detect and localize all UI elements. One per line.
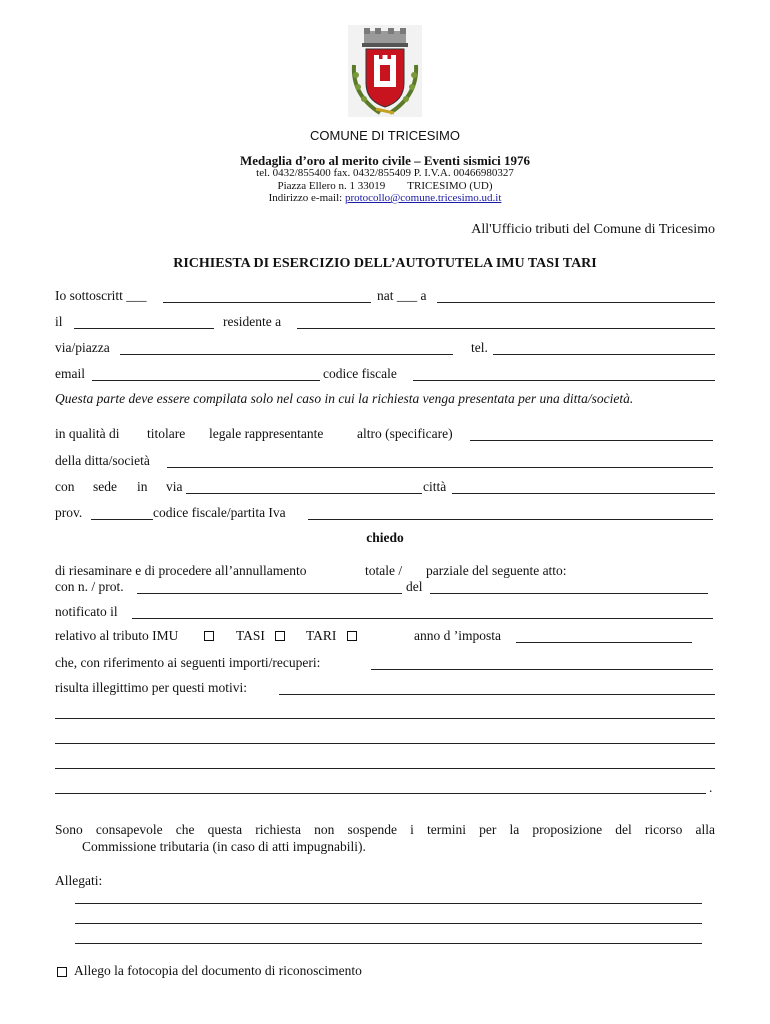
- field-prov[interactable]: [91, 519, 153, 520]
- field-allegato-2[interactable]: [75, 923, 702, 924]
- label-tari: TARI: [306, 628, 337, 643]
- label-sottoscritt: Io sottoscritt ___: [55, 288, 147, 303]
- comune-title: COMUNE DI TRICESIMO: [310, 128, 460, 143]
- email-line: [0, 192, 770, 204]
- field-prot[interactable]: [137, 593, 402, 594]
- label-illegittimo: risulta illegittimo per questi motivi:: [55, 680, 247, 695]
- label-con: con: [55, 479, 75, 494]
- document-title: RICHIESTA DI ESERCIZIO DELL’AUTOTUTELA IMU TASI TARI: [173, 256, 597, 271]
- label-notificato: notificato il: [55, 604, 118, 619]
- field-residenza[interactable]: [297, 328, 715, 329]
- field-motivi-2[interactable]: [55, 718, 715, 719]
- field-codice-fiscale[interactable]: [413, 380, 715, 381]
- label-il: il: [55, 314, 63, 329]
- field-citta[interactable]: [452, 493, 715, 494]
- field-allegato-3[interactable]: [75, 943, 702, 944]
- field-motivi-4[interactable]: [55, 768, 715, 769]
- checkbox-tasi[interactable]: [275, 631, 285, 641]
- field-email[interactable]: [92, 380, 320, 381]
- label-riesaminare: di riesaminare e di procedere all’annullamento: [55, 563, 307, 578]
- label-citta: città: [423, 479, 447, 494]
- coat-of-arms-logo: [346, 25, 424, 117]
- label-via-sede: via: [166, 479, 183, 494]
- checkbox-documento[interactable]: [57, 967, 67, 977]
- label-relativo-imu: relativo al tributo IMU: [55, 628, 179, 643]
- field-allegato-1[interactable]: [75, 903, 702, 904]
- option-titolare[interactable]: titolare: [147, 426, 186, 441]
- field-motivi-3[interactable]: [55, 743, 715, 744]
- recipient: All'Ufficio tributi del Comune di Tricesimo: [471, 222, 715, 237]
- label-allegati: Allegati:: [55, 873, 103, 888]
- label-nat: nat ___ a: [377, 288, 427, 303]
- label-tel: tel.: [471, 340, 488, 355]
- field-motivi-1[interactable]: [279, 694, 715, 695]
- consapevole-text-2: Commissione tributaria (in caso di atti impugnabili).: [82, 839, 366, 854]
- label-anno: anno d ’imposta: [414, 628, 501, 643]
- field-altro[interactable]: [470, 440, 713, 441]
- label-parziale[interactable]: parziale del seguente atto:: [426, 563, 567, 578]
- field-cf-piva[interactable]: [308, 519, 713, 520]
- label-cf-piva: codice fiscale/partita Iva: [153, 505, 286, 520]
- medaglia-line: Medaglia d’oro al merito civile – Eventi sismici 1976: [239, 153, 531, 168]
- field-anno[interactable]: [516, 642, 692, 643]
- label-prov: prov.: [55, 505, 83, 520]
- address-line: [0, 180, 770, 192]
- label-via: via/piazza: [55, 340, 110, 355]
- email-label: Indirizzo e-mail:: [268, 192, 345, 204]
- chiedo-heading: chiedo: [366, 530, 404, 545]
- field-ditta[interactable]: [167, 467, 713, 468]
- contacts-line: tel. 0432/855400 fax. 0432/855409 P. I.V.A. 00466980327: [256, 167, 514, 179]
- label-riferimento: che, con riferimento ai seguenti importi/recuperi:: [55, 655, 321, 670]
- checkbox-tari[interactable]: [347, 631, 357, 641]
- email-link[interactable]: protocollo@comune.tricesimo.ud.it: [344, 192, 502, 204]
- label-tasi: TASI: [236, 628, 265, 643]
- consapevole-text: Sono consapevole che questa richiesta non sospende i termini per la proposizione del ricorso alla: [55, 822, 715, 837]
- field-via-sede[interactable]: [186, 493, 422, 494]
- option-legale-rappresentante[interactable]: legale rappresentante: [209, 426, 324, 441]
- checkbox-imu[interactable]: [204, 631, 214, 641]
- option-totale[interactable]: totale /: [365, 563, 403, 578]
- ditta-note: Questa parte deve essere compilata solo nel caso in cui la richiesta venga presentata per una ditta/società.: [55, 391, 634, 406]
- label-del: del: [406, 579, 423, 594]
- field-del[interactable]: [430, 593, 708, 594]
- label-codice-fiscale: codice fiscale: [323, 366, 397, 381]
- field-importi[interactable]: [371, 669, 713, 670]
- label-allego: Allego la fotocopia del documento di riconoscimento: [74, 963, 362, 978]
- label-in: in: [137, 479, 148, 494]
- field-luogo-nascita[interactable]: [437, 302, 715, 303]
- address-right: TRICESIMO (UD): [407, 180, 493, 192]
- field-tel[interactable]: [493, 354, 715, 355]
- motivi-period: .: [709, 780, 713, 795]
- option-altro[interactable]: altro (specificare): [357, 426, 453, 441]
- label-qualita: in qualità di: [55, 426, 120, 441]
- label-ditta: della ditta/società: [55, 453, 150, 468]
- field-via[interactable]: [120, 354, 453, 355]
- label-residente: residente a: [223, 314, 282, 329]
- field-motivi-5[interactable]: [55, 793, 706, 794]
- label-email: email: [55, 366, 85, 381]
- address-left: Piazza Ellero n. 1 33019: [277, 180, 386, 192]
- label-con-n-prot: con n. / prot.: [55, 579, 124, 594]
- field-sottoscritt[interactable]: [163, 302, 371, 303]
- field-data-nascita[interactable]: [74, 328, 214, 329]
- field-notificato[interactable]: [132, 618, 713, 619]
- label-sede: sede: [93, 479, 117, 494]
